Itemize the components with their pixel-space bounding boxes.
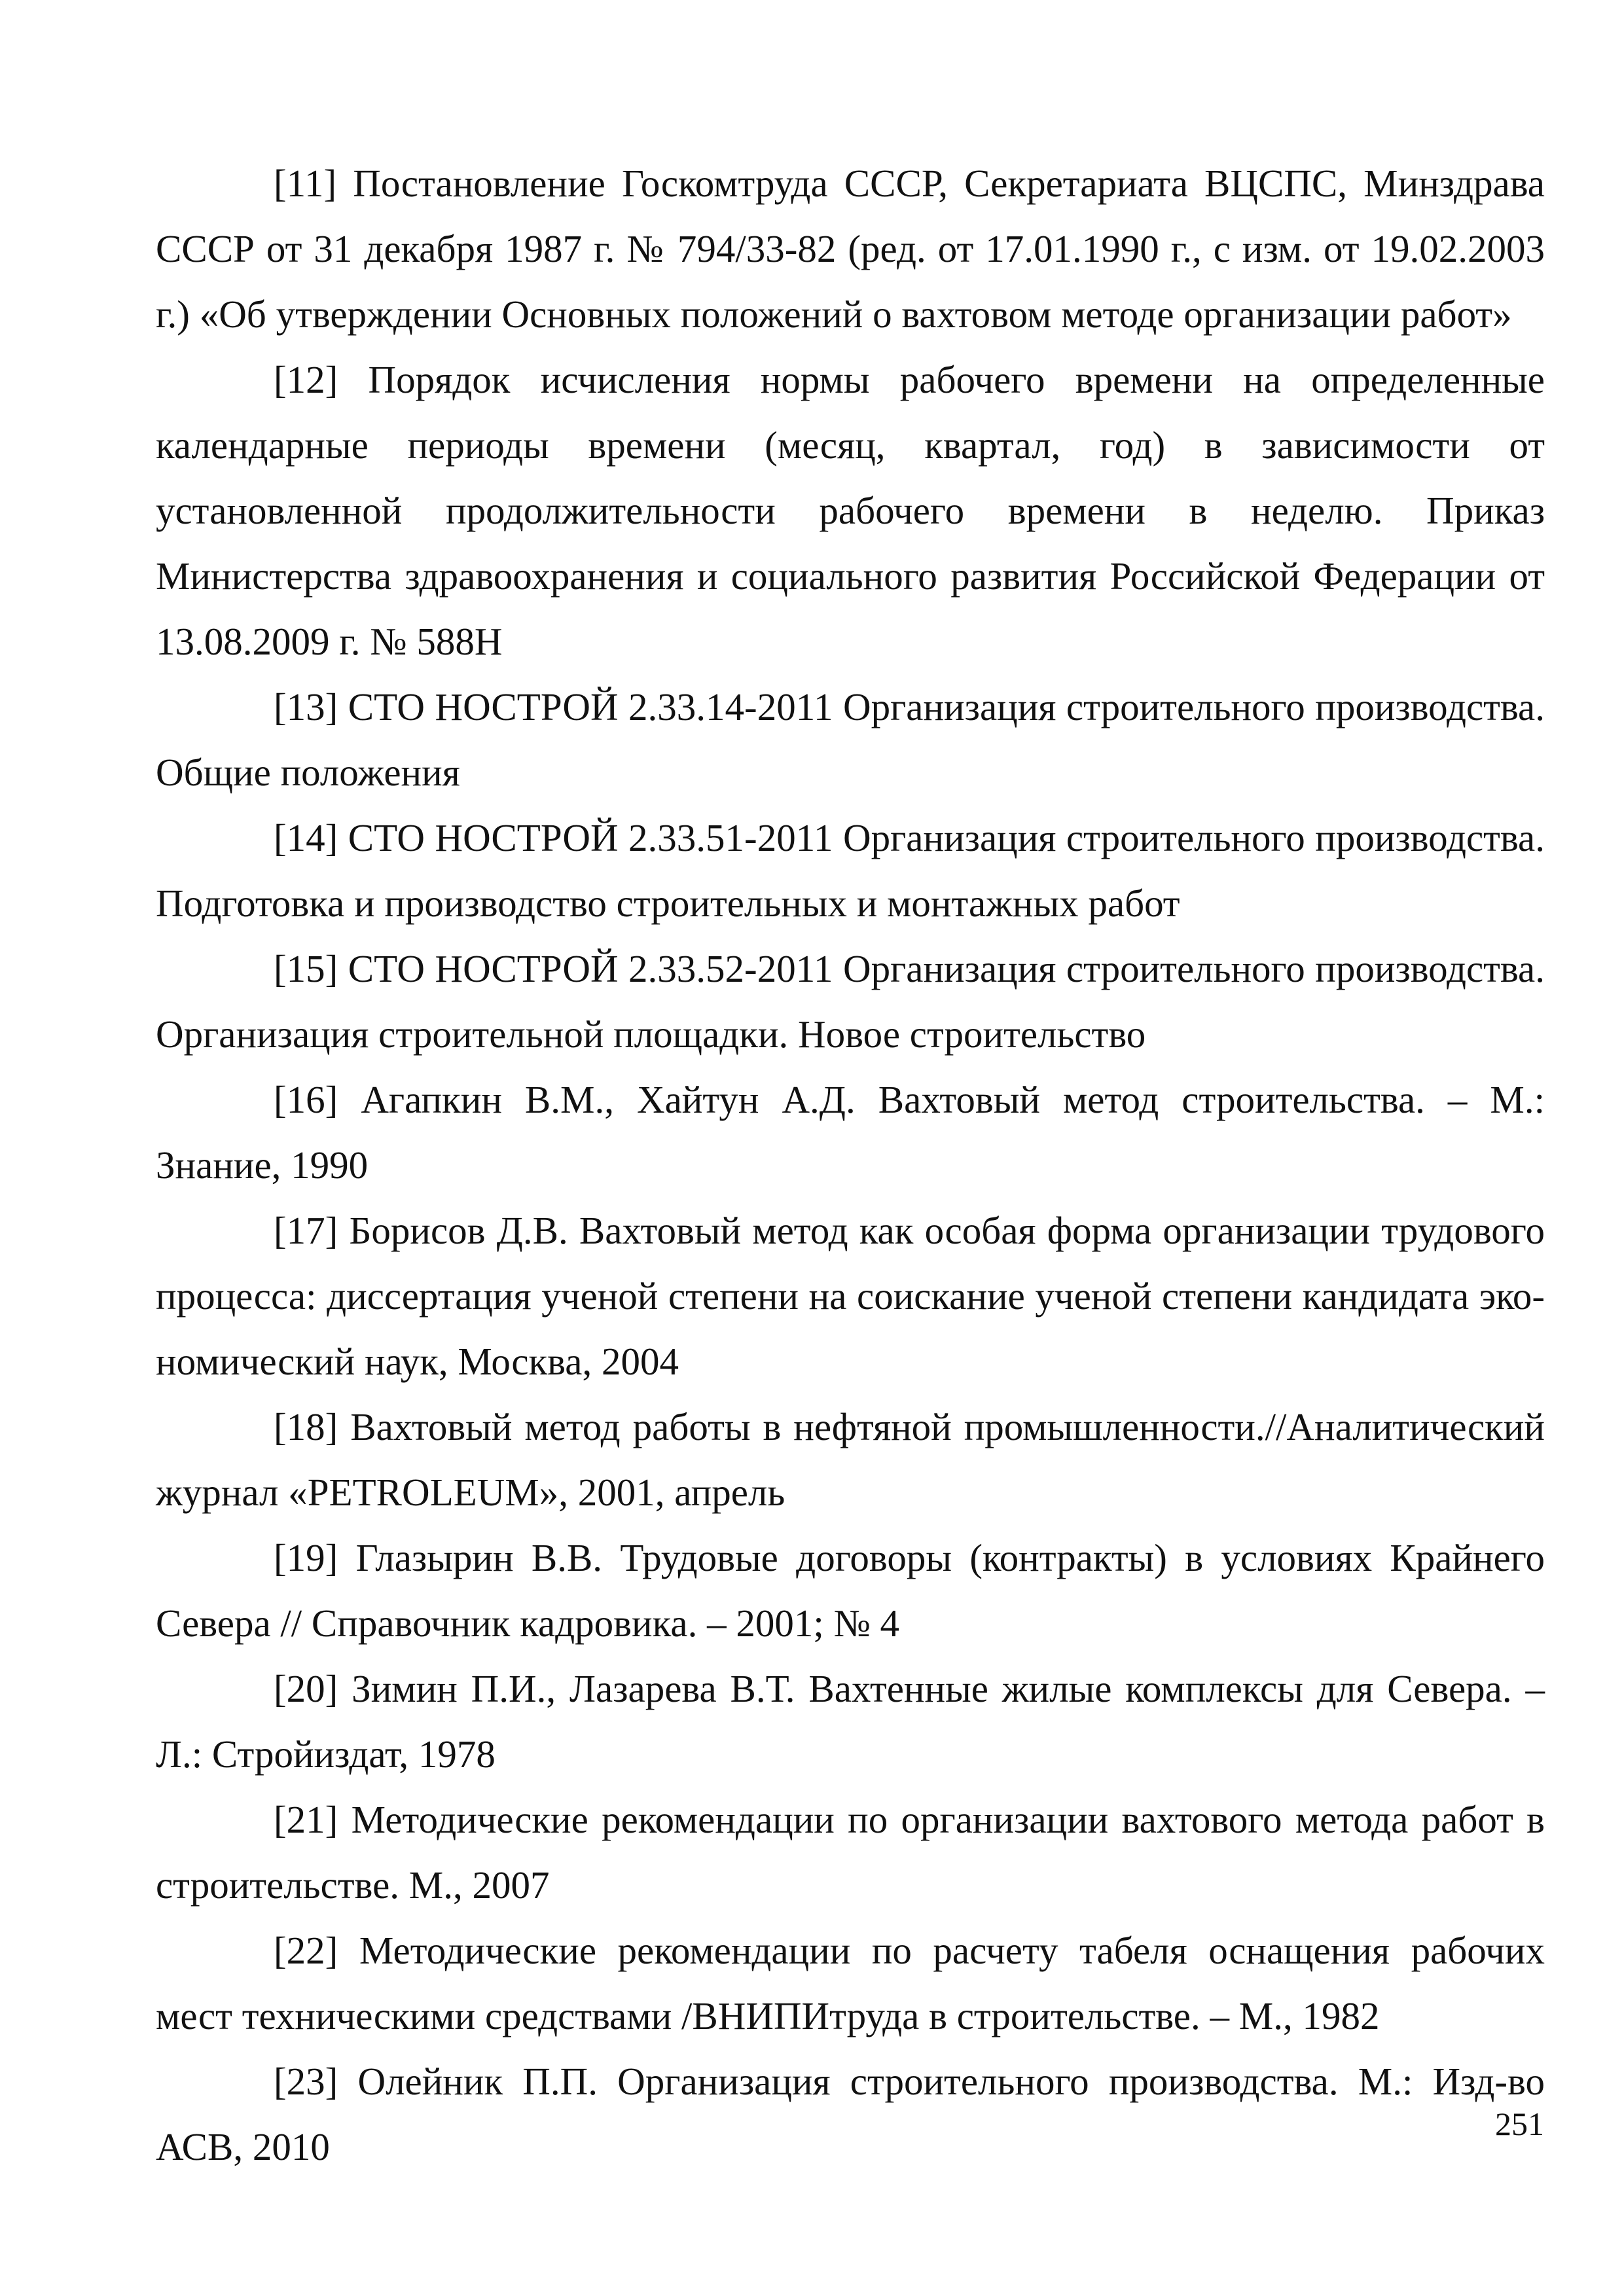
reference-text: Агапкин В.М., Хайтун А.Д. Вахтовый метод строительства. – М.: Знание, 1990 (156, 1078, 1545, 1187)
reference-number: [20] (274, 1667, 338, 1710)
reference-item-22 (156, 1918, 1545, 2049)
reference-item-23 (156, 2049, 1545, 2179)
reference-item-14 (156, 805, 1545, 936)
reference-item-12 (156, 347, 1545, 674)
reference-item-21 (156, 1787, 1545, 1918)
reference-text: Постановление Госкомтруда СССР, Секретариата ВЦСПС, Минздрава СССР от 31 декабря 1987 г. № 794/33-82 (ред. от 17.01.1990 г., с изм. от 19.02.2003 г.) «Об утверждении Основных положений о вахтовом методе организации работ» (156, 162, 1545, 336)
reference-text: СТО НОСТРОЙ 2.33.14-2011 Организация строительного производства. Общие положения (156, 685, 1545, 794)
reference-item-11 (156, 151, 1545, 347)
reference-item-20 (156, 1656, 1545, 1787)
page-number: 251 (1495, 2106, 1544, 2142)
reference-text: СТО НОСТРОЙ 2.33.52-2011 Организация строительного производства. Организация строительной площадки. Новое строительство (156, 947, 1545, 1056)
reference-number: [22] (274, 1929, 338, 1972)
reference-item-17 (156, 1198, 1545, 1394)
reference-item-13 (156, 674, 1545, 805)
reference-number: [12] (274, 358, 338, 401)
reference-text: Олейник П.П. Организация строительного производства. М.: Изд-во АСВ, 2010 (156, 2060, 1545, 2168)
reference-number: [21] (274, 1798, 338, 1841)
reference-text: СТО НОСТРОЙ 2.33.51-2011 Организация строительного производства. Подготовка и производство строительных и монтажных работ (156, 816, 1545, 925)
reference-text: Вахтовый метод работы в нефтяной промышленности.//Аналитический журнал «PETROLEUM», 2001, апрель (156, 1405, 1545, 1514)
reference-number: [11] (274, 162, 337, 205)
reference-number: [23] (274, 2060, 338, 2103)
reference-number: [13] (274, 685, 338, 728)
reference-text: Методические рекомендации по расчету табеля оснащения рабочих мест техническими средствами /ВНИПИтруда в строительстве. – М., 1982 (156, 1929, 1545, 2037)
reference-number: [15] (274, 947, 338, 990)
reference-text: Глазырин В.В. Трудовые договоры (контракты) в условиях Крайнего Севера // Справочник кадровика. – 2001; № 4 (156, 1536, 1545, 1645)
reference-number: [16] (274, 1078, 338, 1121)
reference-text: Методические рекомендации по организации вахтового метода работ в строительстве. М., 2007 (156, 1798, 1545, 1907)
reference-number: [17] (274, 1209, 338, 1252)
reference-item-15 (156, 936, 1545, 1067)
reference-item-16 (156, 1067, 1545, 1198)
reference-item-19 (156, 1525, 1545, 1656)
reference-list (156, 151, 1545, 2179)
document-page (156, 151, 1545, 2179)
reference-number: [18] (274, 1405, 338, 1448)
reference-text: Порядок исчисления нормы рабочего времени на определенные календарные периоды времени (месяц, квартал, год) в зависимости от установленной продолжительности рабочего времени в неделю. Приказ Министерства здравоохранения и социального развития Российской Федерации от 13.08.2009 г. № 588Н (156, 358, 1545, 663)
reference-number: [19] (274, 1536, 338, 1579)
reference-item-18 (156, 1394, 1545, 1525)
reference-text: Зимин П.И., Лазарева В.Т. Вахтенные жилые комплексы для Севера. – Л.: Стройиздат, 1978 (156, 1667, 1545, 1776)
reference-number: [14] (274, 816, 338, 859)
reference-text: Борисов Д.В. Вахтовый метод как особая форма организации трудового процесса: диссертация ученой степени на соискание ученой степени кандидата экономический наук, Москва, 2004 (156, 1209, 1545, 1383)
